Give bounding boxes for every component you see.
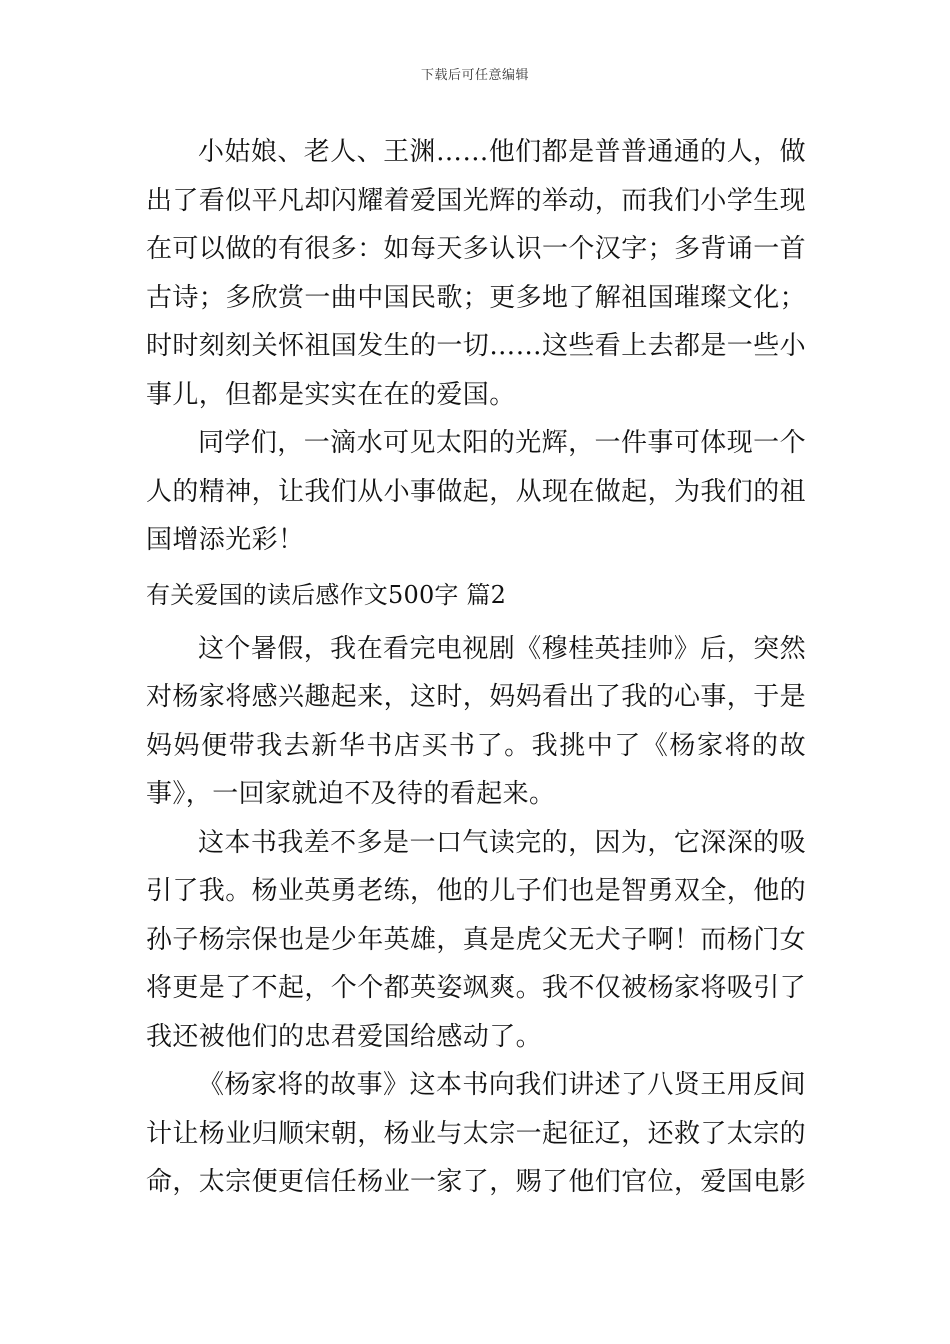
paragraph: 《杨家将的故事》这本书向我们讲述了八贤王用反间计让杨业归顺宋朝，杨业与太宗一起征辽，还救了太宗的命，太宗便更信任杨业一家了，赐了他们官位，爱国电影 — [146, 1070, 807, 1197]
paragraph: 这本书我差不多是一口气读完的，因为，它深深的吸引了我。杨业英勇老练，他的儿子们也是智勇双全，他的孙子杨宗保也是少年英雄，真是虎父无犬子啊！而杨门女将更是了不起，个个都英姿飒爽。我不仅被杨家将吸引了我还被他们的忠君爱国给感动了。 — [146, 827, 807, 1052]
section-heading: 有关爱国的读后感作文500字 篇2 — [146, 580, 507, 609]
paragraph: 这个暑假，我在看完电视剧《穆桂英挂帅》后，突然对杨家将感兴趣起来，这时，妈妈看出了我的心事，于是妈妈便带我去新华书店买书了。我挑中了《杨家将的故事》，一回家就迫不及待的看起来。 — [146, 633, 807, 809]
paragraph: 小姑娘、老人、王渊……他们都是普普通通的人，做出了看似平凡却闪耀着爱国光辉的举动，而我们小学生现在可以做的有很多：如每天多认识一个汉字；多背诵一首古诗；多欣赏一曲中国民歌；更多地了解祖国璀璨文化；时时刻刻关怀祖国发生的一切……这些看上去都是一些小事儿，但都是实实在在的爱国。 — [146, 137, 807, 410]
page-header: 下载后可任意编辑 — [420, 68, 529, 83]
paragraph: 同学们，一滴水可见太阳的光辉，一件事可体现一个人的精神，让我们从小事做起，从现在做起，为我们的祖国增添光彩！ — [146, 428, 807, 555]
document-body — [146, 128, 806, 1207]
